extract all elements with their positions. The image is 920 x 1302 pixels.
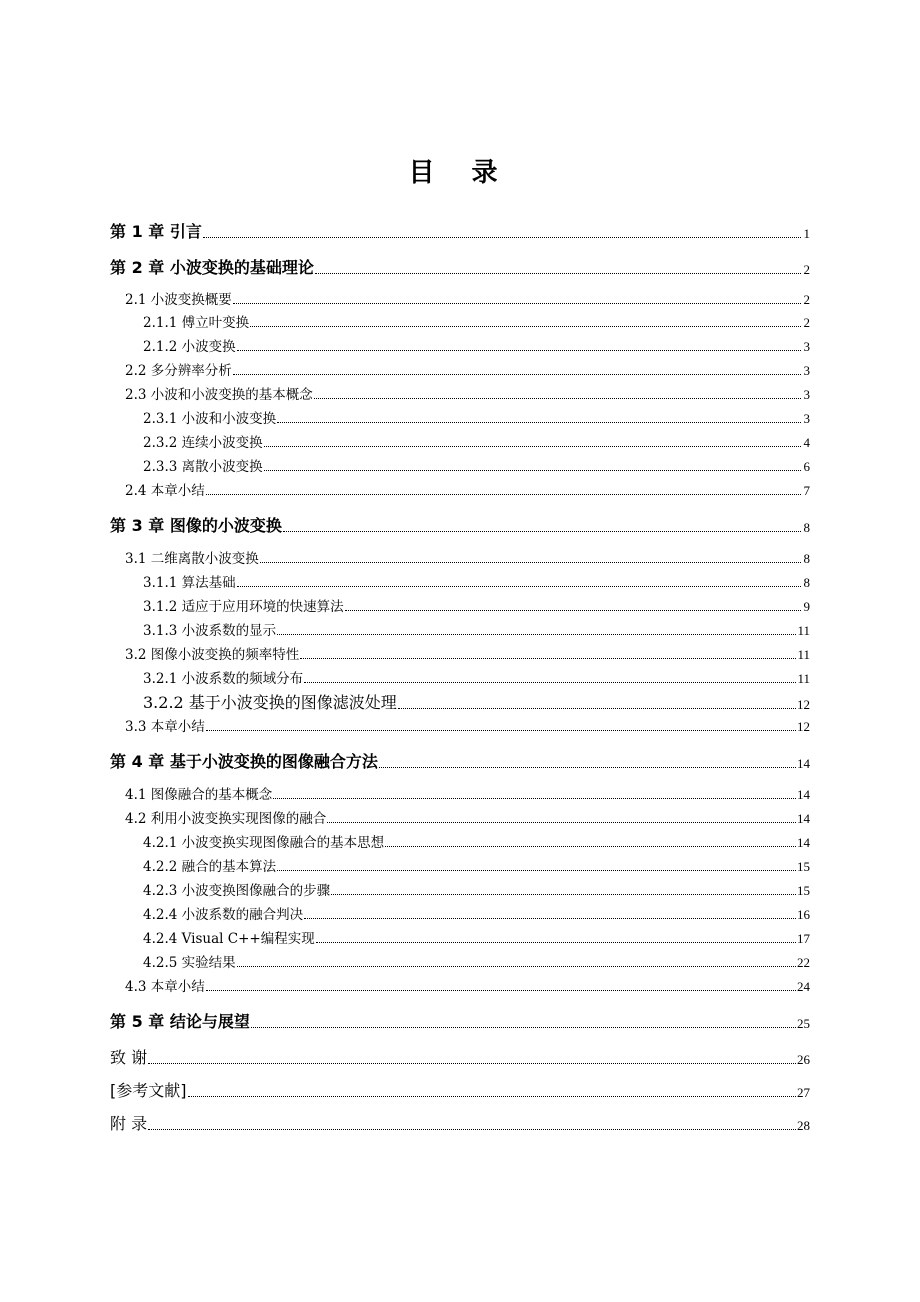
dot-leader: [379, 767, 796, 768]
toc-entry[interactable]: [110, 975, 810, 995]
toc-entry[interactable]: [110, 667, 810, 687]
toc-entry-label: 4.1 图像融合的基本概念: [125, 787, 273, 803]
dot-leader: [203, 237, 801, 238]
toc-entry-page-number: 8: [803, 520, 810, 535]
toc-entry-label: 2.2 多分辨率分析: [125, 363, 232, 379]
dot-leader: [251, 1027, 796, 1028]
toc-entry-label: 2.3.3 离散小波变换: [143, 459, 263, 475]
toc-entry-label: 4.2.4 Visual C++编程实现: [143, 931, 315, 947]
toc-entry[interactable]: [110, 1045, 810, 1068]
toc-entry-label: 2.3.2 连续小波变换: [143, 435, 263, 451]
toc-entry-page-number: 14: [797, 756, 810, 771]
dot-leader: [188, 1096, 797, 1097]
dot-leader: [273, 798, 796, 799]
dot-leader: [385, 846, 796, 847]
toc-entry-page-number: 1: [803, 226, 810, 241]
toc-entry-label: 附 录: [110, 1114, 148, 1133]
dot-leader: [264, 446, 801, 447]
dot-leader: [237, 350, 801, 351]
toc-entry-page-number: 22: [797, 955, 810, 970]
toc-entry-label: 第 5 章 结论与展望: [110, 1012, 250, 1031]
toc-entry-page-number: 2: [803, 315, 810, 330]
toc-entry-label: 2.1.1 傅立叶变换: [143, 315, 250, 331]
dot-leader: [233, 374, 801, 375]
toc-entry-page-number: 3: [803, 339, 810, 354]
dot-leader: [304, 682, 796, 683]
dot-leader: [300, 658, 796, 659]
toc-entry[interactable]: [110, 255, 810, 278]
toc-entry-page-number: 9: [803, 599, 810, 614]
toc-entry-page-number: 4: [803, 435, 810, 450]
toc-entry-label: 3.2.1 小波系数的频域分布: [143, 671, 304, 687]
toc-entry-page-number: 11: [797, 647, 810, 662]
toc-entry[interactable]: [110, 1111, 810, 1134]
toc-entry-page-number: 27: [797, 1085, 810, 1100]
toc-entry-label: 2.3 小波和小波变换的基本概念: [125, 387, 313, 403]
dot-leader: [345, 610, 801, 611]
toc-entry[interactable]: [110, 431, 810, 451]
toc-entry[interactable]: [110, 831, 810, 851]
dot-leader: [237, 966, 796, 967]
dot-leader: [398, 708, 796, 709]
toc-entry[interactable]: [110, 455, 810, 475]
toc-entry-label: 4.2.5 实验结果: [143, 955, 236, 971]
toc-entry[interactable]: [110, 335, 810, 355]
toc-entry[interactable]: [110, 927, 810, 947]
toc-entry-page-number: 17: [797, 931, 810, 946]
dot-leader: [283, 531, 801, 532]
toc-entry-page-number: 2: [803, 262, 810, 277]
toc-entry-page-number: 8: [803, 551, 810, 566]
toc-entry-page-number: 11: [797, 623, 810, 638]
toc-entry[interactable]: [110, 513, 810, 536]
dot-leader: [148, 1129, 796, 1130]
toc-entry-page-number: 15: [797, 883, 810, 898]
toc-entry-label: 3.1.1 算法基础: [143, 575, 236, 591]
toc-entry[interactable]: [110, 619, 810, 639]
toc-entry[interactable]: [110, 855, 810, 875]
dot-leader: [331, 894, 796, 895]
toc-entry[interactable]: [110, 783, 810, 803]
toc-entry[interactable]: [110, 1009, 810, 1032]
toc-title: 目 录: [408, 158, 512, 188]
toc-entry-page-number: 8: [803, 575, 810, 590]
toc-entry-page-number: 14: [797, 835, 810, 850]
toc-entry-page-number: 6: [803, 459, 810, 474]
dot-leader: [316, 942, 796, 943]
toc-entry[interactable]: [110, 383, 810, 403]
toc-entry-page-number: 15: [797, 859, 810, 874]
toc-entry-page-number: 11: [797, 671, 810, 686]
dot-leader: [206, 730, 796, 731]
dot-leader: [314, 398, 801, 399]
toc-entry-page-number: 7: [803, 483, 810, 498]
toc-entry-label: 2.4 本章小结: [125, 483, 205, 499]
toc-entry-label: 4.2.3 小波变换图像融合的步骤: [143, 883, 331, 899]
toc-entry-label: 第 4 章 基于小波变换的图像融合方法: [110, 752, 378, 771]
toc-entry-label: 3.1 二维离散小波变换: [125, 551, 259, 567]
toc-entry[interactable]: [110, 749, 810, 772]
toc-entry[interactable]: [110, 359, 810, 379]
toc-entry[interactable]: [110, 407, 810, 427]
toc-entry[interactable]: [110, 219, 810, 242]
toc-entry-page-number: 12: [797, 719, 810, 734]
toc-entry-label: 3.3 本章小结: [125, 719, 205, 735]
toc-entry-page-number: 3: [803, 387, 810, 402]
toc-entry-label: 第 1 章 引言: [110, 222, 202, 241]
toc-entry[interactable]: [110, 479, 810, 499]
dot-leader: [206, 494, 801, 495]
toc-entry-label: 3.2.2 基于小波变换的图像滤波处理: [143, 693, 397, 712]
toc-entry-label: 4.2.4 小波系数的融合判决: [143, 907, 304, 923]
toc-entry[interactable]: [110, 571, 810, 591]
toc-entry-page-number: 14: [797, 811, 810, 826]
toc-entry[interactable]: [110, 879, 810, 899]
toc-entry-label: 第 2 章 小波变换的基础理论: [110, 258, 314, 277]
toc-entry-page-number: 14: [797, 787, 810, 802]
dot-leader: [148, 1063, 796, 1064]
dot-leader: [304, 918, 796, 919]
toc-entry[interactable]: [110, 690, 810, 713]
toc-entry-label: 第 3 章 图像的小波变换: [110, 516, 282, 535]
toc-entry-label: 2.1.2 小波变换: [143, 339, 236, 355]
toc-entry-label: 2.1 小波变换概要: [125, 292, 232, 308]
toc-entry-label: 3.2 图像小波变换的频率特性: [125, 647, 300, 663]
toc-entry-page-number: 12: [797, 697, 810, 712]
dot-leader: [250, 326, 801, 327]
toc-entry-label: 致 谢: [110, 1048, 148, 1067]
toc-entry[interactable]: [110, 643, 810, 663]
toc-entry-label: 2.3.1 小波和小波变换: [143, 411, 277, 427]
dot-leader: [264, 470, 801, 471]
dot-leader: [233, 303, 801, 304]
toc-entry-page-number: 24: [797, 979, 810, 994]
toc-entry[interactable]: [110, 715, 810, 735]
toc-entry-label: 4.2.1 小波变换实现图像融合的基本思想: [143, 835, 385, 851]
toc-entry-label: 4.2 利用小波变换实现图像的融合: [125, 811, 327, 827]
toc-entry[interactable]: [110, 311, 810, 331]
toc-entry[interactable]: [110, 807, 810, 827]
toc-entry[interactable]: [110, 288, 810, 308]
dot-leader: [327, 822, 796, 823]
toc-entry[interactable]: [110, 951, 810, 971]
dot-leader: [277, 634, 796, 635]
toc-entry[interactable]: [110, 595, 810, 615]
toc-entry-page-number: 3: [803, 363, 810, 378]
toc-entry[interactable]: [110, 547, 810, 567]
toc-entry-page-number: 28: [797, 1118, 810, 1133]
dot-leader: [206, 990, 796, 991]
toc-entry-label: 3.1.2 适应于应用环境的快速算法: [143, 599, 344, 615]
dot-leader: [260, 562, 801, 563]
toc-entry-label: 4.3 本章小结: [125, 979, 205, 995]
dot-leader: [277, 422, 801, 423]
toc-entry-label: 3.1.3 小波系数的显示: [143, 623, 277, 639]
toc-entry-page-number: 26: [797, 1052, 810, 1067]
dot-leader: [277, 870, 796, 871]
dot-leader: [237, 586, 801, 587]
toc-entry-page-number: 25: [797, 1016, 810, 1031]
toc-entry[interactable]: [110, 903, 810, 923]
toc-entry-label: 4.2.2 融合的基本算法: [143, 859, 277, 875]
dot-leader: [315, 273, 801, 274]
toc-entry[interactable]: [110, 1078, 810, 1101]
toc-entry-page-number: 3: [803, 411, 810, 426]
toc-entry-label: [参考文献]: [110, 1081, 187, 1100]
toc-entry-page-number: 2: [803, 292, 810, 307]
toc-entry-page-number: 16: [797, 907, 810, 922]
